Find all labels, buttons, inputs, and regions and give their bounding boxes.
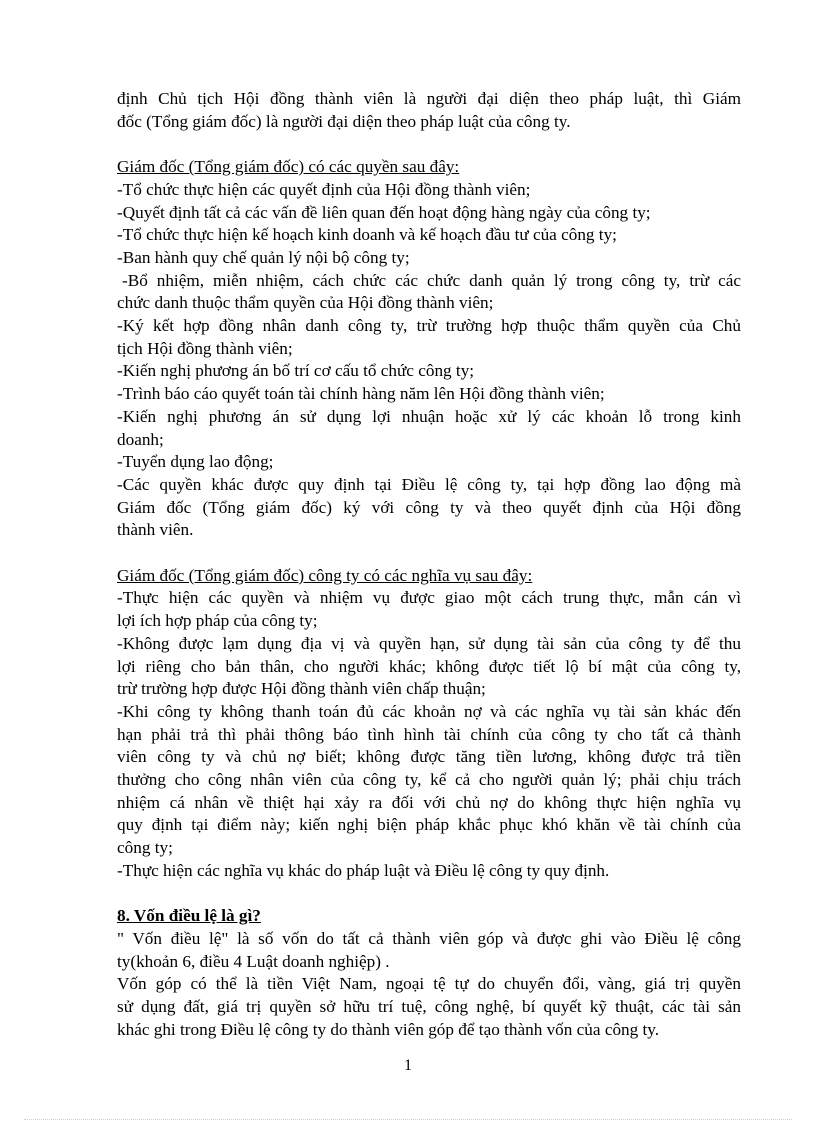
list-item: -Tổ chức thực hiện các quyết định của Hội đồng thành viên; [117,179,531,199]
paragraph-gap [117,542,741,565]
list-item: -Kiến nghị phương án sử dụng lợi nhuận hoặc xử lý các khoản lỗ trong kinh [117,406,741,426]
list-item: -Khi công ty không thanh toán đủ các khoản nợ và các nghĩa vụ tài sản khác đến [117,701,741,721]
text-line: định Chủ tịch Hội đồng thành viên là người đại diện theo pháp luật, thì Giám [117,89,741,108]
text-line: công ty; [117,838,173,858]
list-item: -Không được lạm dụng địa vị và quyền hạn, sử dụng tài sản của công ty để thu [117,633,741,653]
text-line: Vốn góp có thể là tiền Việt Nam, ngoại tệ tự do chuyển đổi, vàng, giá trị quyền [117,974,741,994]
text-line: chức danh thuộc thẩm quyền của Hội đồng thành viên; [117,293,494,313]
text-line: viên công ty và chủ nợ biết; không được tăng tiền lương, không được trả tiền [117,747,741,767]
section-subheading: Giám đốc (Tổng giám đốc) công ty có các nghĩa vụ sau đây: [117,565,533,585]
list-item: -Thực hiện các nghĩa vụ khác do pháp luật và Điều lệ công ty quy định. [117,860,610,880]
list-item: -Các quyền khác được quy định tại Điều lệ công ty, tại hợp đồng lao động mà [117,474,741,494]
text-line: sử dụng đất, giá trị quyền sở hữu trí tuệ, công nghệ, bí quyết kỹ thuật, các tài sản [117,997,741,1017]
list-item: -Tuyển dụng lao động; [117,452,274,472]
list-item: -Trình báo cáo quyết toán tài chính hàng năm lên Hội đồng thành viên; [117,384,605,404]
list-item: -Thực hiện các quyền và nhiệm vụ được giao một cách trung thực, mẫn cán vì [117,588,741,608]
text-line: lợi ích hợp pháp của công ty; [117,611,318,631]
section-subheading: Giám đốc (Tổng giám đốc) có các quyền sau đây: [117,157,460,177]
paragraph-gap [117,133,741,156]
list-item: -Bổ nhiệm, miễn nhiệm, cách chức các chức danh quản lý trong công ty, trừ các [122,270,741,290]
text-line: thành viên. [117,520,194,540]
text-line: trừ trường hợp được Hội đồng thành viên chấp thuận; [117,679,486,699]
text-line: tịch Hội đồng thành viên; [117,338,293,358]
list-item: -Ký kết hợp đồng nhân danh công ty, trừ trường hợp thuộc thẩm quyền của Chủ [117,316,741,336]
text-line: nhiệm cá nhân về thiệt hại xảy ra đối với chủ nợ do không thực hiện nghĩa vụ [117,792,741,812]
section-heading: 8. Vốn điều lệ là gì? [117,906,261,926]
text-line: đốc (Tổng giám đốc) là người đại diện theo pháp luật của công ty. [117,111,571,131]
page-number: 1 [404,1057,412,1074]
text-line: " Vốn điều lệ" là số vốn do tất cả thành viên góp và được ghi vào Điều lệ công [117,928,741,948]
text-line: Giám đốc (Tổng giám đốc) ký với công ty và theo quyết định của Hội đồng [117,497,741,517]
page-bottom-divider [24,1119,792,1120]
text-line: khác ghi trong Điều lệ công ty do thành viên góp để tạo thành vốn của công ty. [117,1019,660,1039]
text-line: thưởng cho công nhân viên của công ty, kể cả cho người quản lý; phải chịu trách [117,770,741,790]
text-line: lợi riêng cho bản thân, cho người khác; không được tiết lộ bí mật của công ty, [117,656,741,676]
list-item: -Quyết định tất cả các vấn đề liên quan đến hoạt động hàng ngày của công ty; [117,202,651,222]
list-item: -Ban hành quy chế quản lý nội bộ công ty; [117,247,410,267]
list-item: -Tổ chức thực hiện kế hoạch kinh doanh và kế hoạch đầu tư của công ty; [117,225,617,245]
text-line: doanh; [117,429,164,449]
paragraph-gap [117,883,741,906]
text-line: ty(khoản 6, điều 4 Luật doanh nghiệp) . [117,951,390,971]
document-body [117,88,741,1041]
text-line: hạn phải trả thì phải thông báo tình hình tài chính của công ty cho tất cả thành [117,724,741,744]
text-line: quy định tại điểm này; kiến nghị biện pháp khắc phục khó khăn về tài chính của [117,815,741,835]
list-item: -Kiến nghị phương án bố trí cơ cấu tổ chức công ty; [117,361,475,381]
